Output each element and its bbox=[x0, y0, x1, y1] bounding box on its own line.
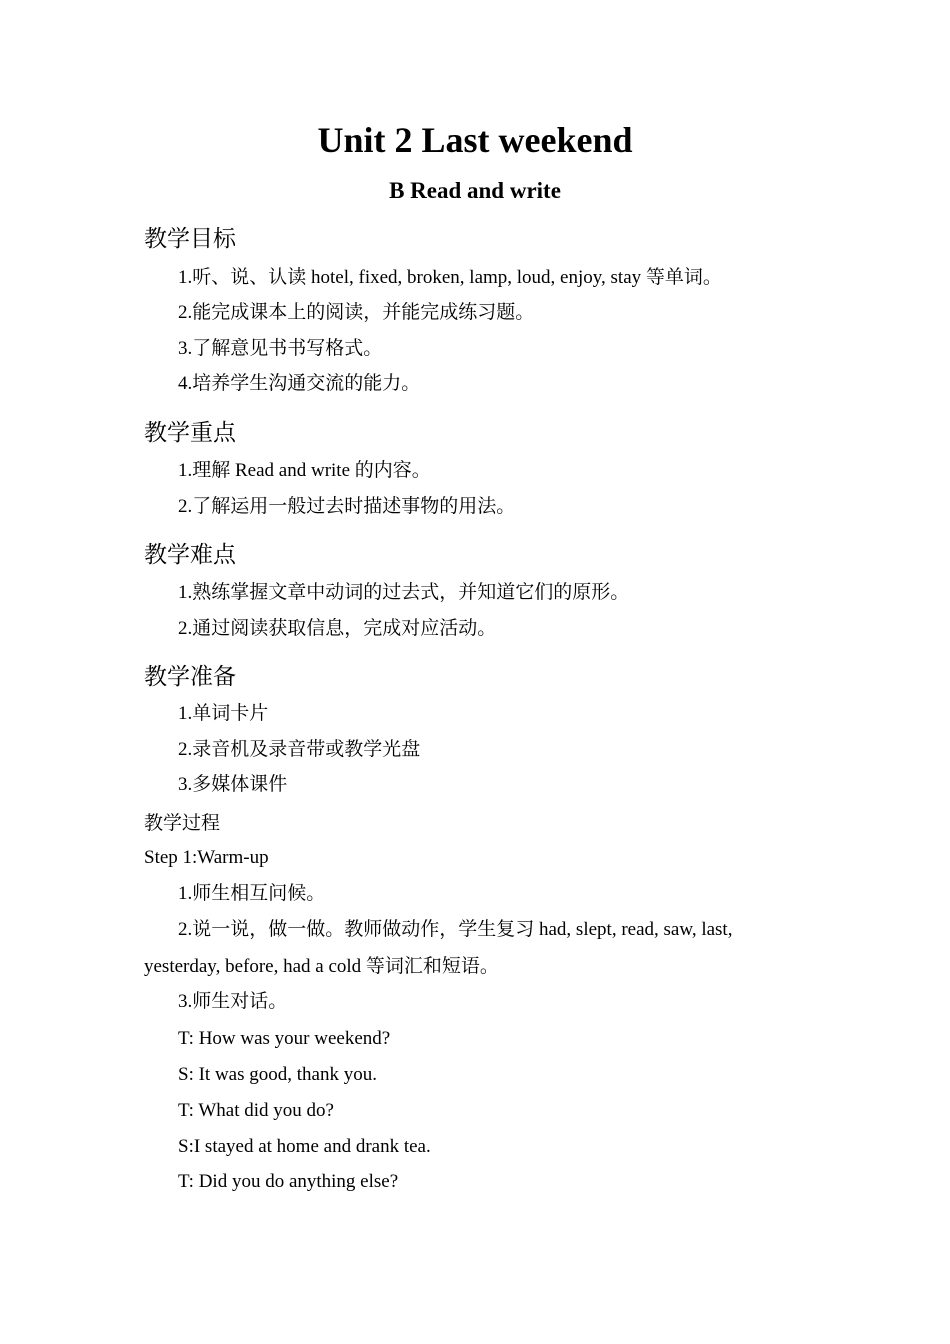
preparation-item: 1.单词卡片 bbox=[178, 703, 269, 724]
document-subtitle: B Read and write bbox=[389, 178, 561, 203]
objective-item: 3.了解意见书书写格式。 bbox=[178, 338, 383, 359]
difficulty-item: 2.通过阅读获取信息，完成对应活动。 bbox=[178, 618, 497, 639]
process-item: 2.说一说，做一做。教师做动作，学生复习 had, slept, read, saw, last, bbox=[178, 919, 733, 940]
preparation-item: 2.录音机及录音带或教学光盘 bbox=[178, 739, 421, 760]
process-item: 3.师生对话。 bbox=[178, 991, 288, 1012]
difficulty-item: 1.熟练掌握文章中动词的过去式，并知道它们的原形。 bbox=[178, 582, 630, 603]
objective-item: 1.听、说、认读 hotel, fixed, broken, lamp, loud, enjoy, stay 等单词。 bbox=[178, 267, 722, 288]
dialogue-line: T: How was your weekend? bbox=[178, 1028, 391, 1049]
dialogue-line: S: It was good, thank you. bbox=[178, 1064, 377, 1085]
dialogue-line: T: Did you do anything else? bbox=[178, 1171, 399, 1192]
key-point-item: 1.理解 Read and write 的内容。 bbox=[178, 460, 431, 481]
section-heading-process: 教学过程 bbox=[144, 812, 221, 834]
dialogue-line: S:I stayed at home and drank tea. bbox=[178, 1136, 431, 1157]
document-title: Unit 2 Last weekend bbox=[317, 120, 633, 160]
process-item-continuation: yesterday, before, had a cold 等词汇和短语。 bbox=[144, 956, 499, 977]
section-heading-difficulties: 教学难点 bbox=[144, 542, 236, 568]
step-heading: Step 1:Warm-up bbox=[144, 847, 269, 868]
process-item: 1.师生相互问候。 bbox=[178, 883, 326, 904]
objective-item: 4.培养学生沟通交流的能力。 bbox=[178, 373, 421, 394]
section-heading-key-points: 教学重点 bbox=[144, 420, 236, 446]
section-heading-preparation: 教学准备 bbox=[144, 664, 236, 690]
dialogue-line: T: What did you do? bbox=[178, 1100, 334, 1121]
section-heading-objectives: 教学目标 bbox=[144, 226, 236, 252]
preparation-item: 3.多媒体课件 bbox=[178, 774, 288, 795]
key-point-item: 2.了解运用一般过去时描述事物的用法。 bbox=[178, 496, 516, 517]
objective-item: 2.能完成课本上的阅读，并能完成练习题。 bbox=[178, 302, 535, 323]
